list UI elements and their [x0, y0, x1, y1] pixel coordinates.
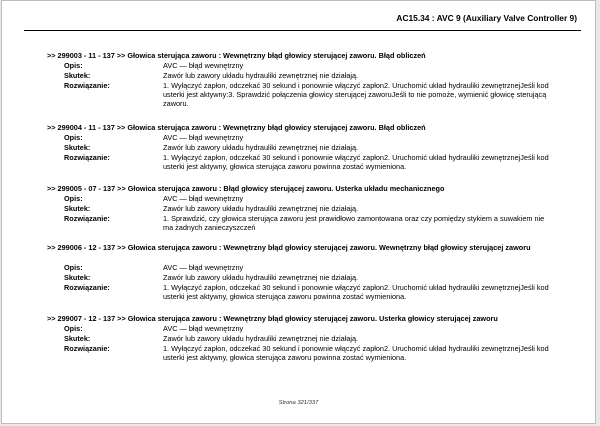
fault-title: >> 299004 - 11 - 137 >> Głowica sterująca zaworu : Wewnętrzny błąd głowicy sterującej zaworu. Błąd obliczeń: [47, 123, 426, 132]
header-divider: [24, 30, 581, 31]
rozwiazanie-label: Rozwiązanie:: [64, 153, 110, 162]
opis-value: AVC — błąd wewnętrzny: [163, 263, 244, 272]
rozwiazanie-value: 1. Wyłączyć zapłon, odczekać 30 sekund i ponownie włączyć zapłon2. Uruchomić układ hydrauliki zewnętrznejJeśli kod usterki jest aktywny:3. Sprawdzić połączenia głowicy sterującej zaworuJeśli to nie pomoże, wymienić głowicę sterującą zaworu.: [163, 81, 549, 109]
opis-label: Opis:: [64, 324, 83, 333]
skutek-value: Zawór lub zawory układu hydrauliki zewnętrznej nie działają.: [163, 143, 359, 152]
opis-label: Opis:: [64, 263, 83, 272]
rozwiazanie-value: 1. Wyłączyć zapłon, odczekać 30 sekund i ponownie włączyć zapłon2. Uruchomić układ hydrauliki zewnętrznejJeśli kod usterki jest aktywny, głowica sterująca zaworu powinna zostać wymieniona.: [163, 283, 549, 302]
skutek-label: Skutek:: [64, 204, 91, 213]
document-page: [1, 0, 596, 424]
rozwiazanie-label: Rozwiązanie:: [64, 214, 110, 223]
skutek-value: Zawór lub zawory układu hydrauliki zewnętrznej nie działają.: [163, 273, 359, 282]
skutek-label: Skutek:: [64, 71, 91, 80]
skutek-label: Skutek:: [64, 334, 91, 343]
rozwiazanie-label: Rozwiązanie:: [64, 283, 110, 292]
opis-label: Opis:: [64, 61, 83, 70]
skutek-value: Zawór lub zawory układu hydrauliki zewnętrznej nie działają.: [163, 71, 359, 80]
fault-title: >> 299007 - 12 - 137 >> Głowica sterująca zaworu : Wewnętrzny błąd głowicy sterującej zaworu. Usterka głowicy sterującej zaworu: [47, 314, 498, 323]
skutek-label: Skutek:: [64, 273, 91, 282]
page-header-title: AC15.34 : AVC 9 (Auxiliary Valve Controller 9): [396, 13, 577, 23]
rozwiazanie-label: Rozwiązanie:: [64, 81, 110, 90]
fault-title: >> 299003 - 11 - 137 >> Głowica sterująca zaworu : Wewnętrzny błąd głowicy sterującej zaworu. Błąd obliczeń: [47, 51, 426, 60]
opis-value: AVC — błąd wewnętrzny: [163, 61, 244, 70]
skutek-value: Zawór lub zawory układu hydrauliki zewnętrznej nie działają.: [163, 204, 359, 213]
rozwiazanie-label: Rozwiązanie:: [64, 344, 110, 353]
page-number: Strona 321/337: [278, 400, 319, 406]
opis-value: AVC — błąd wewnętrzny: [163, 324, 244, 333]
rozwiazanie-value: 1. Wyłączyć zapłon, odczekać 30 sekund i ponownie włączyć zapłon2. Uruchomić układ hydrauliki zewnętrznejJeśli kod usterki jest aktywny, głowica sterująca zaworu powinna zostać wymieniona.: [163, 153, 549, 172]
skutek-label: Skutek:: [64, 143, 91, 152]
rozwiazanie-value: 1. Wyłączyć zapłon, odczekać 30 sekund i ponownie włączyć zapłon2. Uruchomić układ hydrauliki zewnętrznejJeśli kod usterki jest aktywny, głowica sterująca zaworu powinna zostać wymieniona.: [163, 344, 549, 363]
fault-title: >> 299005 - 07 - 137 >> Głowica sterująca zaworu : Błąd głowicy sterującej zaworu. Usterka układu mechanicznego: [47, 184, 445, 193]
opis-label: Opis:: [64, 194, 83, 203]
fault-title: >> 299006 - 12 - 137 >> Głowica sterująca zaworu : Wewnętrzny błąd głowicy sterującej zaworu. Wewnętrzny błąd głowicy sterującej zaworu: [47, 243, 531, 252]
opis-label: Opis:: [64, 133, 83, 142]
rozwiazanie-value: 1. Sprawdzić, czy głowica sterująca zaworu jest prawidłowo zamontowana oraz czy pomiędzy stykiem a suwakiem nie ma żadnych zanieczyszczeń: [163, 214, 545, 233]
skutek-value: Zawór lub zawory układu hydrauliki zewnętrznej nie działają.: [163, 334, 359, 343]
opis-value: AVC — błąd wewnętrzny: [163, 133, 244, 142]
opis-value: AVC — błąd wewnętrzny: [163, 194, 244, 203]
